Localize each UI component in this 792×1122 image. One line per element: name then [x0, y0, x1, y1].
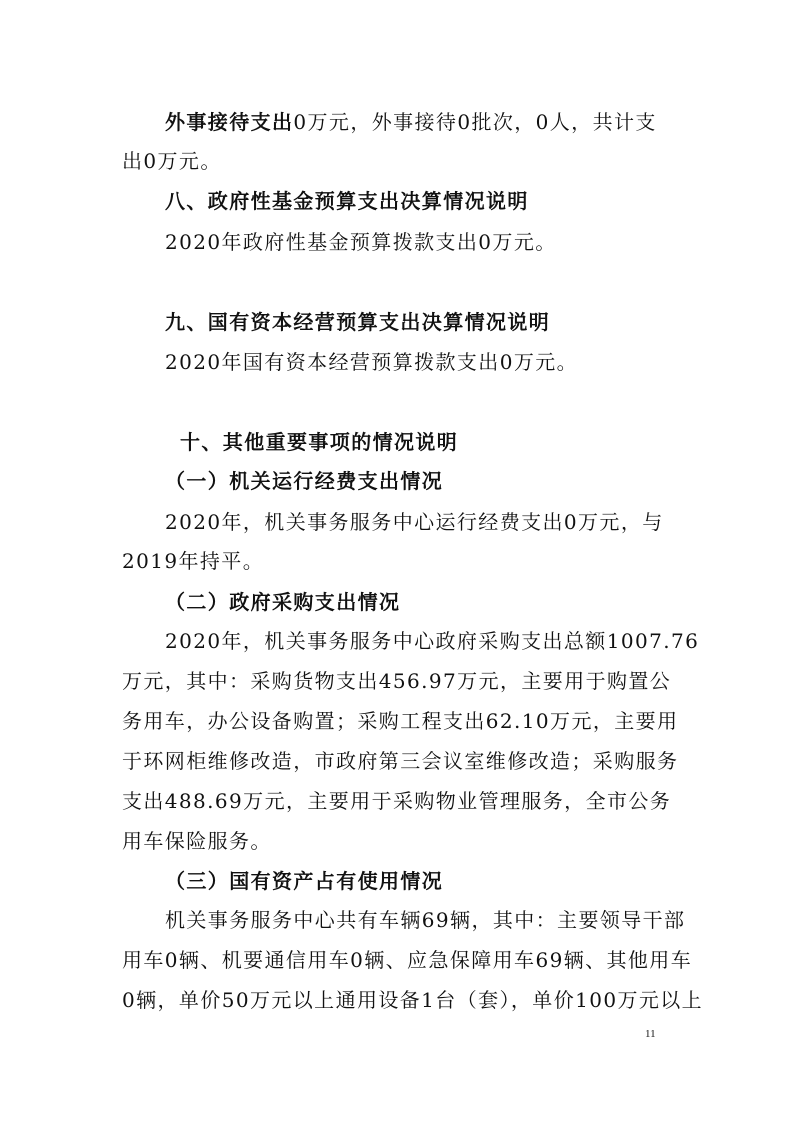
paragraph-section-9: 2020年国有资本经营预算拨款支出0万元。	[165, 350, 579, 374]
subsection-2-line1: 2020年，机关事务服务中心政府采购支出总额1007.76	[165, 629, 700, 653]
foreign-reception-text: 0万元，外事接待0批次，0人，共计支	[293, 110, 657, 134]
subsection-2-line3: 务用车，办公设备购置；采购工程支出62.10万元，主要用	[122, 709, 679, 733]
section-heading-9: 九、国有资本经营预算支出决算情况说明	[165, 310, 551, 334]
subsection-2-line4: 于环网柜维修改造，市政府第三会议室维修改造；采购服务	[122, 749, 679, 773]
subsection-title-3: （三）国有资产占有使用情况	[165, 869, 444, 893]
subsection-2-line5: 支出488.69万元，主要用于采购物业管理服务，全市公务	[122, 789, 672, 813]
paragraph-foreign-reception-line1	[165, 108, 657, 136]
subsection-3-line3: 0辆，单价50万元以上通用设备1台（套），单价100万元以上	[122, 988, 704, 1012]
section-heading-10: 十、其他重要事项的情况说明	[180, 430, 459, 454]
subsection-1-line1: 2020年，机关事务服务中心运行经费支出0万元，与	[165, 510, 664, 534]
section-heading-8: 八、政府性基金预算支出决算情况说明	[165, 189, 529, 213]
subsection-2-line2: 万元，其中：采购货物支出456.97万元，主要用于购置公	[122, 669, 672, 693]
subsection-3-line2: 用车0辆、机要通信用车0辆、应急保障用车69辆、其他用车	[122, 948, 693, 972]
foreign-reception-lead: 外事接待支出	[165, 110, 294, 134]
paragraph-section-8: 2020年政府性基金预算拨款支出0万元。	[165, 230, 557, 254]
subsection-title-1: （一）机关运行经费支出情况	[165, 469, 444, 493]
subsection-title-2: （二）政府采购支出情况	[165, 590, 401, 614]
subsection-3-line1: 机关事务服务中心共有车辆69辆，其中：主要领导干部	[165, 908, 686, 932]
page-number: 11	[645, 1028, 656, 1040]
subsection-2-line6: 用车保险服务。	[122, 829, 272, 853]
subsection-1-line2: 2019年持平。	[122, 549, 265, 573]
paragraph-foreign-reception-line2: 出0万元。	[122, 149, 222, 173]
